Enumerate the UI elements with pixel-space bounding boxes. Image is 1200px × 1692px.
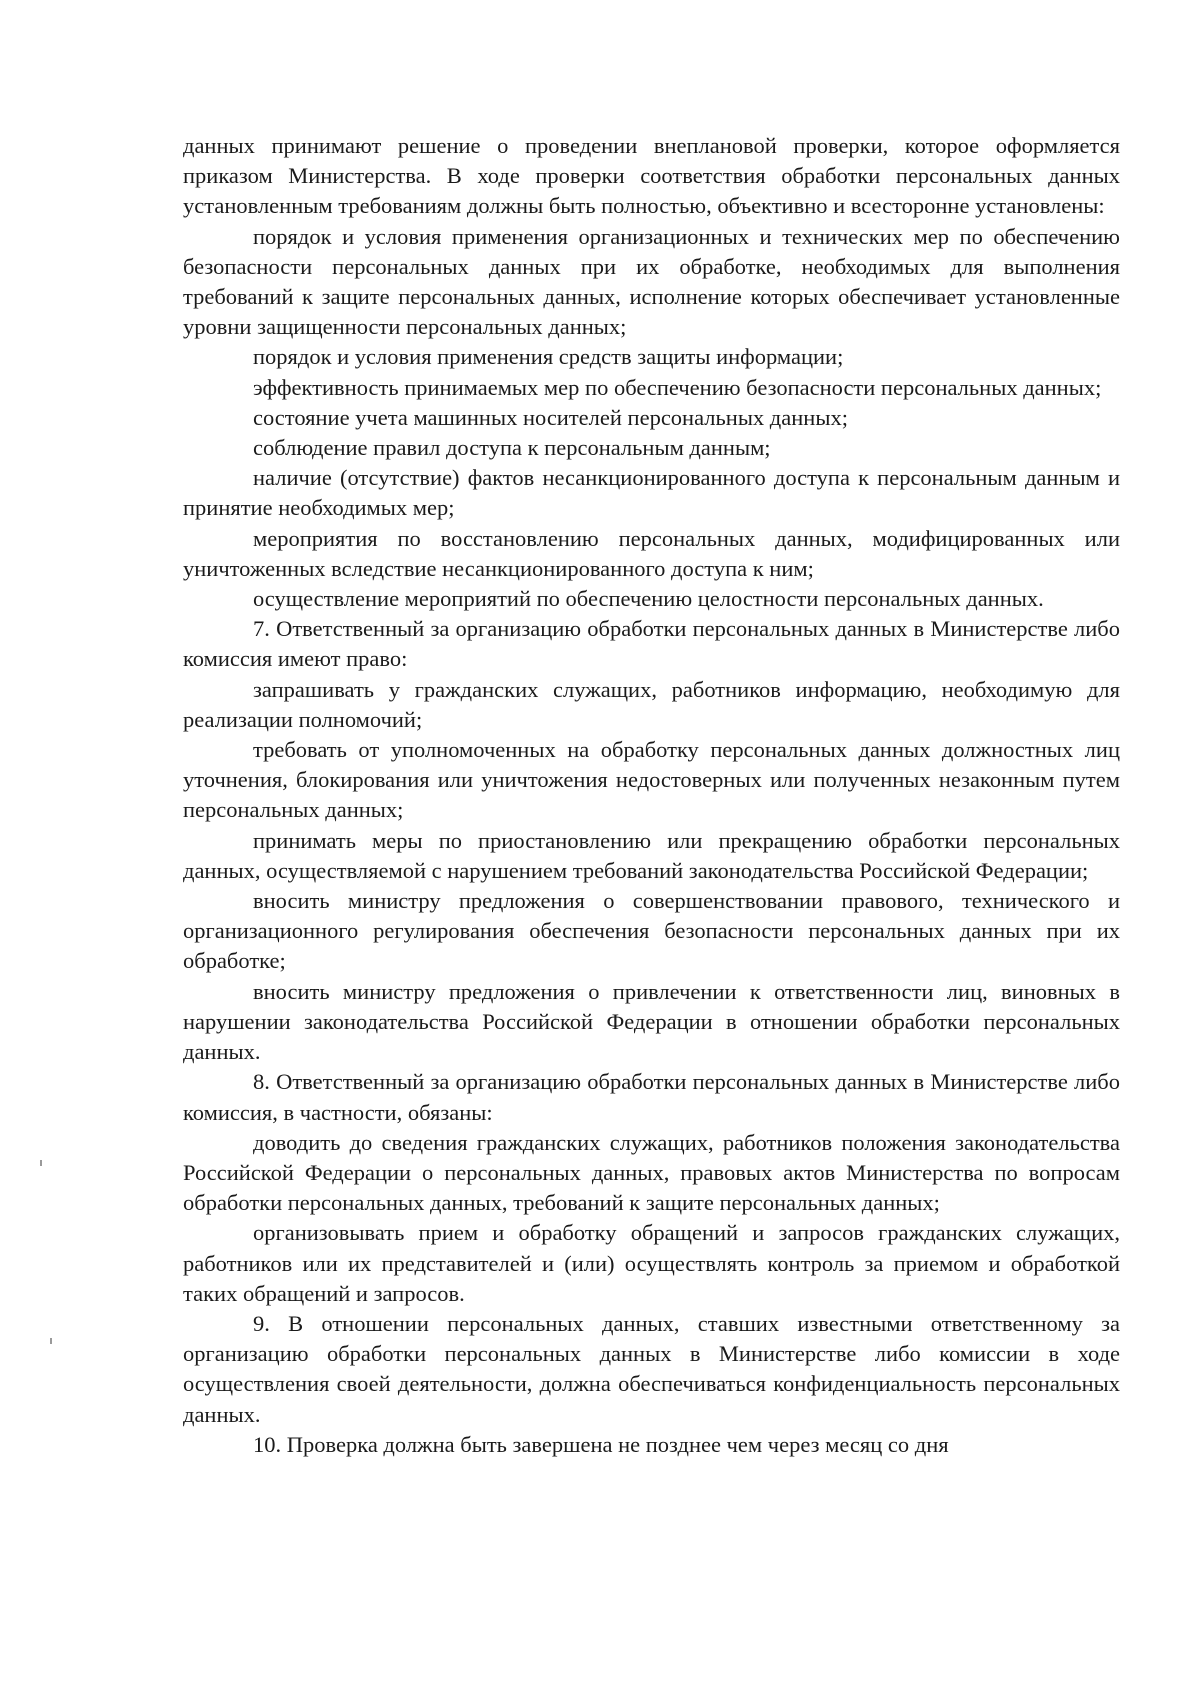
paragraph-item: принимать меры по приостановлению или прекращению обработки персональных данных, осуществляемой с нарушением требований законодательства Российской Федерации; [183,827,1120,883]
paragraph-item: эффективность принимаемых мер по обеспечению безопасности персональных данных; [253,374,1102,400]
document-page [183,131,1120,1460]
paragraph-section-10: 10. Проверка должна быть завершена не позднее чем через месяц со дня [253,1431,949,1457]
paragraph-item: вносить министру предложения о совершенствовании правового, технического и организационного регулирования обеспечения безопасности персональных данных при их обработке; [183,888,1120,974]
paragraph-section-9: 9. В отношении персональных данных, ставших известными ответственному за организацию обработки персональных данных в Министерстве либо комиссии в ходе осуществления своей деятельности, должна обеспечиваться конфиденциальность персональных данных. [183,1310,1120,1427]
paragraph-item: осуществление мероприятий по обеспечению целостности персональных данных. [253,586,1044,612]
paragraph-item: требовать от уполномоченных на обработку персональных данных должностных лиц уточнения, блокирования или уничтожения недостоверных или полученных незаконным путем персональных данных; [183,737,1120,823]
paragraph-item: организовывать прием и обработку обращений и запросов гражданских служащих, работников или их представителей и (или) осуществлять контроль за приемом и обработкой таких обращений и запросов. [183,1220,1120,1306]
paragraph-item: наличие (отсутствие) фактов несанкционированного доступа к персональным данным и принятие необходимых мер; [183,465,1120,521]
paragraph-item: порядок и условия применения средств защиты информации; [253,344,844,370]
paragraph-item: запрашивать у гражданских служащих, работников информацию, необходимую для реализации полномочий; [183,676,1120,732]
paragraph-item: вносить министру предложения о привлечении к ответственности лиц, виновных в нарушении законодательства Российской Федерации в отношении обработки персональных данных. [183,978,1120,1065]
paragraph-item: мероприятия по восстановлению персональных данных, модифицированных или уничтоженных вследствие несанкционированного доступа к ним; [183,525,1120,581]
scan-speck [40,1160,42,1166]
scan-speck [50,1338,52,1344]
paragraph-section-7: 7. Ответственный за организацию обработки персональных данных в Министерстве либо комиссия имеют право: [183,616,1120,672]
paragraph-item: соблюдение правил доступа к персональным данным; [253,435,771,461]
paragraph-item: порядок и условия применения организационных и технических мер по обеспечению безопасности персональных данных при их обработке, необходимых для выполнения требований к защите персональных данных, исполнение которых обеспечивает установленные уровни защищенности персональных данных; [183,223,1120,340]
paragraph-item: доводить до сведения гражданских служащих, работников положения законодательства Российской Федерации о персональных данных, правовых актов Министерства по вопросам обработки персональных данных, требований к защите персональных данных; [183,1129,1120,1216]
paragraph-section-8: 8. Ответственный за организацию обработки персональных данных в Министерстве либо комиссия, в частности, обязаны: [183,1069,1120,1125]
paragraph-intro-continuation: данных принимают решение о проведении внеплановой проверки, которое оформляется приказом Министерства. В ходе проверки соответствия обработки персональных данных установленным требованиям должны быть полностью, объективно и всесторонне установлены: [183,133,1120,219]
paragraph-item: состояние учета машинных носителей персональных данных; [253,404,848,430]
